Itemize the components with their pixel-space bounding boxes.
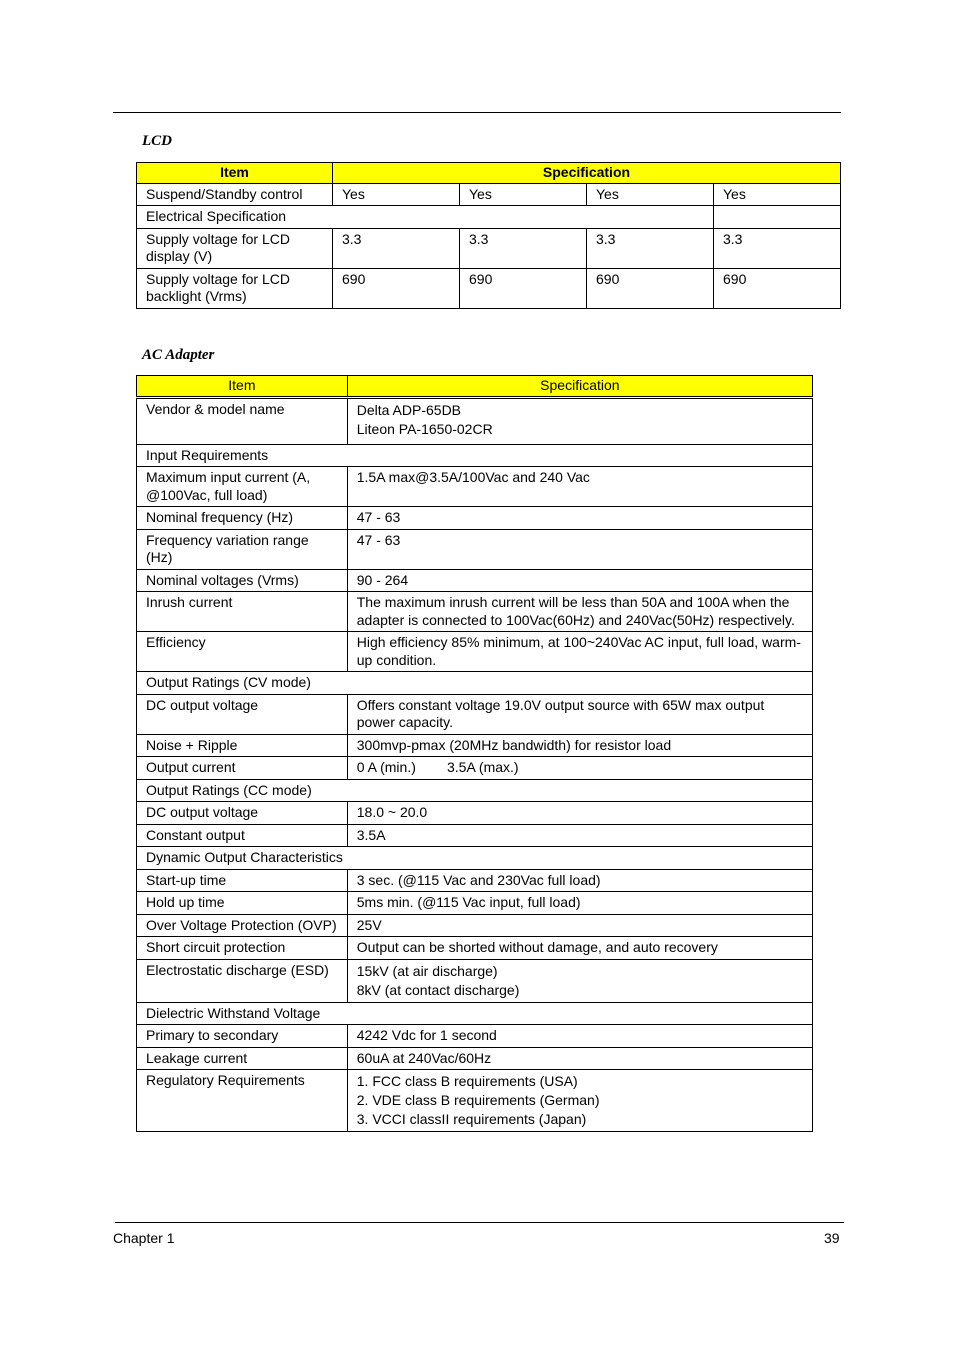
item-cell: Vendor & model name xyxy=(137,397,348,444)
spec-line: 8kV (at contact discharge) xyxy=(356,981,520,998)
spec-cell xyxy=(347,1070,812,1132)
spec-line: 3 sec. (@115 Vac and 230Vac full load) xyxy=(356,871,601,888)
table-row xyxy=(137,632,813,672)
spec-cell xyxy=(347,734,812,757)
item-cell: Output current xyxy=(137,757,348,780)
table-row xyxy=(137,694,813,734)
item-cell: DC output voltage xyxy=(137,802,348,825)
spec-line: 5ms min. (@115 Vac input, full load) xyxy=(356,894,581,910)
spec-line: 1.5A max@3.5A/100Vac and 240 Vac xyxy=(356,469,590,485)
spec-line: 0 A (min.) 3.5A (max.) xyxy=(356,759,519,775)
column-header-item: Item xyxy=(137,376,348,398)
table-row xyxy=(137,1025,813,1048)
table-row xyxy=(137,802,813,825)
section-row xyxy=(137,444,813,467)
spec-line: 15kV (at air discharge) xyxy=(356,962,498,979)
table-row xyxy=(137,529,813,569)
spec-cell xyxy=(347,937,812,960)
spec-line: 25V xyxy=(356,916,382,933)
item-cell: Nominal frequency (Hz) xyxy=(137,507,348,530)
item-cell: Supply voltage for LCD display (V) xyxy=(137,228,333,268)
table-row xyxy=(137,507,813,530)
spec-line: 1. FCC class B requirements (USA) xyxy=(356,1073,578,1089)
spec-cell xyxy=(347,959,812,1002)
spec-line: 3.5A xyxy=(356,826,386,843)
section-heading-cell: Dielectric Withstand Voltage xyxy=(137,1002,813,1025)
spec-line: Output can be shorted without damage, and auto recovery xyxy=(356,939,718,955)
item-cell: Regulatory Requirements xyxy=(137,1070,348,1132)
footer-chapter: Chapter 1 xyxy=(113,1230,175,1246)
ac-adapter-section-title: AC Adapter xyxy=(142,347,215,363)
spec-cell xyxy=(347,632,812,672)
table-row xyxy=(137,592,813,632)
item-cell: Supply voltage for LCD backlight (Vrms) xyxy=(137,268,333,308)
spec-cell xyxy=(347,507,812,530)
spec-cell xyxy=(347,592,812,632)
spec-value-cell: 3.3 xyxy=(587,228,714,268)
column-header-item: Item xyxy=(137,163,333,184)
section-heading-cell: Dynamic Output Characteristics xyxy=(137,847,813,870)
spec-cell xyxy=(347,824,812,847)
spec-value-cell: 3.3 xyxy=(460,228,587,268)
bottom-rule xyxy=(115,1222,844,1223)
item-cell: Nominal voltages (Vrms) xyxy=(137,569,348,592)
spec-value-cell: 690 xyxy=(460,268,587,308)
item-cell: Suspend/Standby control xyxy=(137,183,333,206)
spec-cell xyxy=(347,757,812,780)
spec-cell xyxy=(347,467,812,507)
spec-line: 2. VDE class B requirements (German) xyxy=(356,1092,600,1108)
table-header-row xyxy=(137,376,813,398)
section-heading-cell: Input Requirements xyxy=(137,444,813,467)
table-row xyxy=(137,914,813,937)
section-row xyxy=(137,779,813,802)
column-header-specification: Specification xyxy=(333,163,841,184)
spec-line: High efficiency 85% minimum, at 100~240Vac AC input, full load, warm-up condition. xyxy=(356,634,801,668)
item-cell: Efficiency xyxy=(137,632,348,672)
spec-line: The maximum inrush current will be less than 50A and 100A when the adapter is connected to 100Vac(60Hz) and 240Vac(50Hz) respectively. xyxy=(356,594,795,628)
spec-line: Delta ADP-65DB xyxy=(356,401,462,418)
spec-value-cell: Yes xyxy=(333,183,460,206)
spec-cell xyxy=(347,694,812,734)
table-header-row xyxy=(137,163,841,184)
item-cell: Constant output xyxy=(137,824,348,847)
spec-cell xyxy=(347,914,812,937)
spec-line: 47 - 63 xyxy=(356,509,401,525)
table-row xyxy=(137,937,813,960)
spec-cell xyxy=(347,892,812,915)
item-cell: Frequency variation range (Hz) xyxy=(137,529,348,569)
spec-cell xyxy=(347,802,812,825)
item-cell: Inrush current xyxy=(137,592,348,632)
spec-value-cell: Yes xyxy=(587,183,714,206)
table-row xyxy=(137,824,813,847)
item-cell: Leakage current xyxy=(137,1047,348,1070)
item-cell: Noise + Ripple xyxy=(137,734,348,757)
spec-line: 4242 Vdc for 1 second xyxy=(356,1027,497,1043)
spec-cell xyxy=(347,1025,812,1048)
spec-cell xyxy=(347,569,812,592)
spec-cell xyxy=(347,869,812,892)
spec-value-cell: 690 xyxy=(714,268,841,308)
table-row xyxy=(137,892,813,915)
top-rule xyxy=(113,112,841,113)
spec-line: 47 - 63 xyxy=(356,531,401,548)
spec-line: 60uA at 240Vac/60Hz xyxy=(356,1049,492,1066)
table-row xyxy=(137,757,813,780)
spec-value-cell: 3.3 xyxy=(714,228,841,268)
item-cell: Hold up time xyxy=(137,892,348,915)
spec-cell xyxy=(347,529,812,569)
column-header-specification: Specification xyxy=(347,376,812,398)
spec-cell xyxy=(347,397,812,444)
footer-page-number: 39 xyxy=(824,1230,840,1246)
spec-line: Offers constant voltage 19.0V output source with 65W max output power capacity. xyxy=(356,696,769,730)
table-row xyxy=(137,268,841,308)
table-row xyxy=(137,1047,813,1070)
ac-adapter-spec-table xyxy=(136,375,813,1132)
item-cell: Maximum input current (A, @100Vac, full load) xyxy=(137,467,348,507)
spec-line: Liteon PA-1650-02CR xyxy=(356,420,493,437)
section-row xyxy=(137,672,813,695)
table-row xyxy=(137,206,841,229)
section-heading-cell: Output Ratings (CV mode) xyxy=(137,672,813,695)
spec-value-cell: Yes xyxy=(460,183,587,206)
spec-value-cell: Yes xyxy=(714,183,841,206)
spec-line: 3. VCCI classII requirements (Japan) xyxy=(356,1111,587,1127)
item-cell: Electrostatic discharge (ESD) xyxy=(137,959,348,1002)
spec-value-cell: 3.3 xyxy=(333,228,460,268)
section-heading-cell: Output Ratings (CC mode) xyxy=(137,779,813,802)
table-row xyxy=(137,183,841,206)
spec-line: 18.0 ~ 20.0 xyxy=(356,804,428,820)
table-row xyxy=(137,734,813,757)
section-row xyxy=(137,847,813,870)
empty-cell xyxy=(714,206,841,229)
table-row xyxy=(137,467,813,507)
item-cell: Primary to secondary xyxy=(137,1025,348,1048)
item-cell: Start-up time xyxy=(137,869,348,892)
lcd-section-title: LCD xyxy=(142,133,172,149)
table-row xyxy=(137,228,841,268)
item-cell: Short circuit protection xyxy=(137,937,348,960)
spec-value-cell: 690 xyxy=(333,268,460,308)
spec-value-cell: 690 xyxy=(587,268,714,308)
table-row xyxy=(137,569,813,592)
item-cell: DC output voltage xyxy=(137,694,348,734)
table-row xyxy=(137,869,813,892)
item-cell: Electrical Specification xyxy=(137,206,714,229)
section-row xyxy=(137,1002,813,1025)
table-row xyxy=(137,1070,813,1132)
spec-line: 300mvp-pmax (20MHz bandwidth) for resistor load xyxy=(356,736,672,753)
table-row xyxy=(137,397,813,444)
table-row xyxy=(137,959,813,1002)
spec-cell xyxy=(347,1047,812,1070)
spec-line: 90 - 264 xyxy=(356,571,409,588)
item-cell: Over Voltage Protection (OVP) xyxy=(137,914,348,937)
lcd-spec-table xyxy=(136,162,841,309)
